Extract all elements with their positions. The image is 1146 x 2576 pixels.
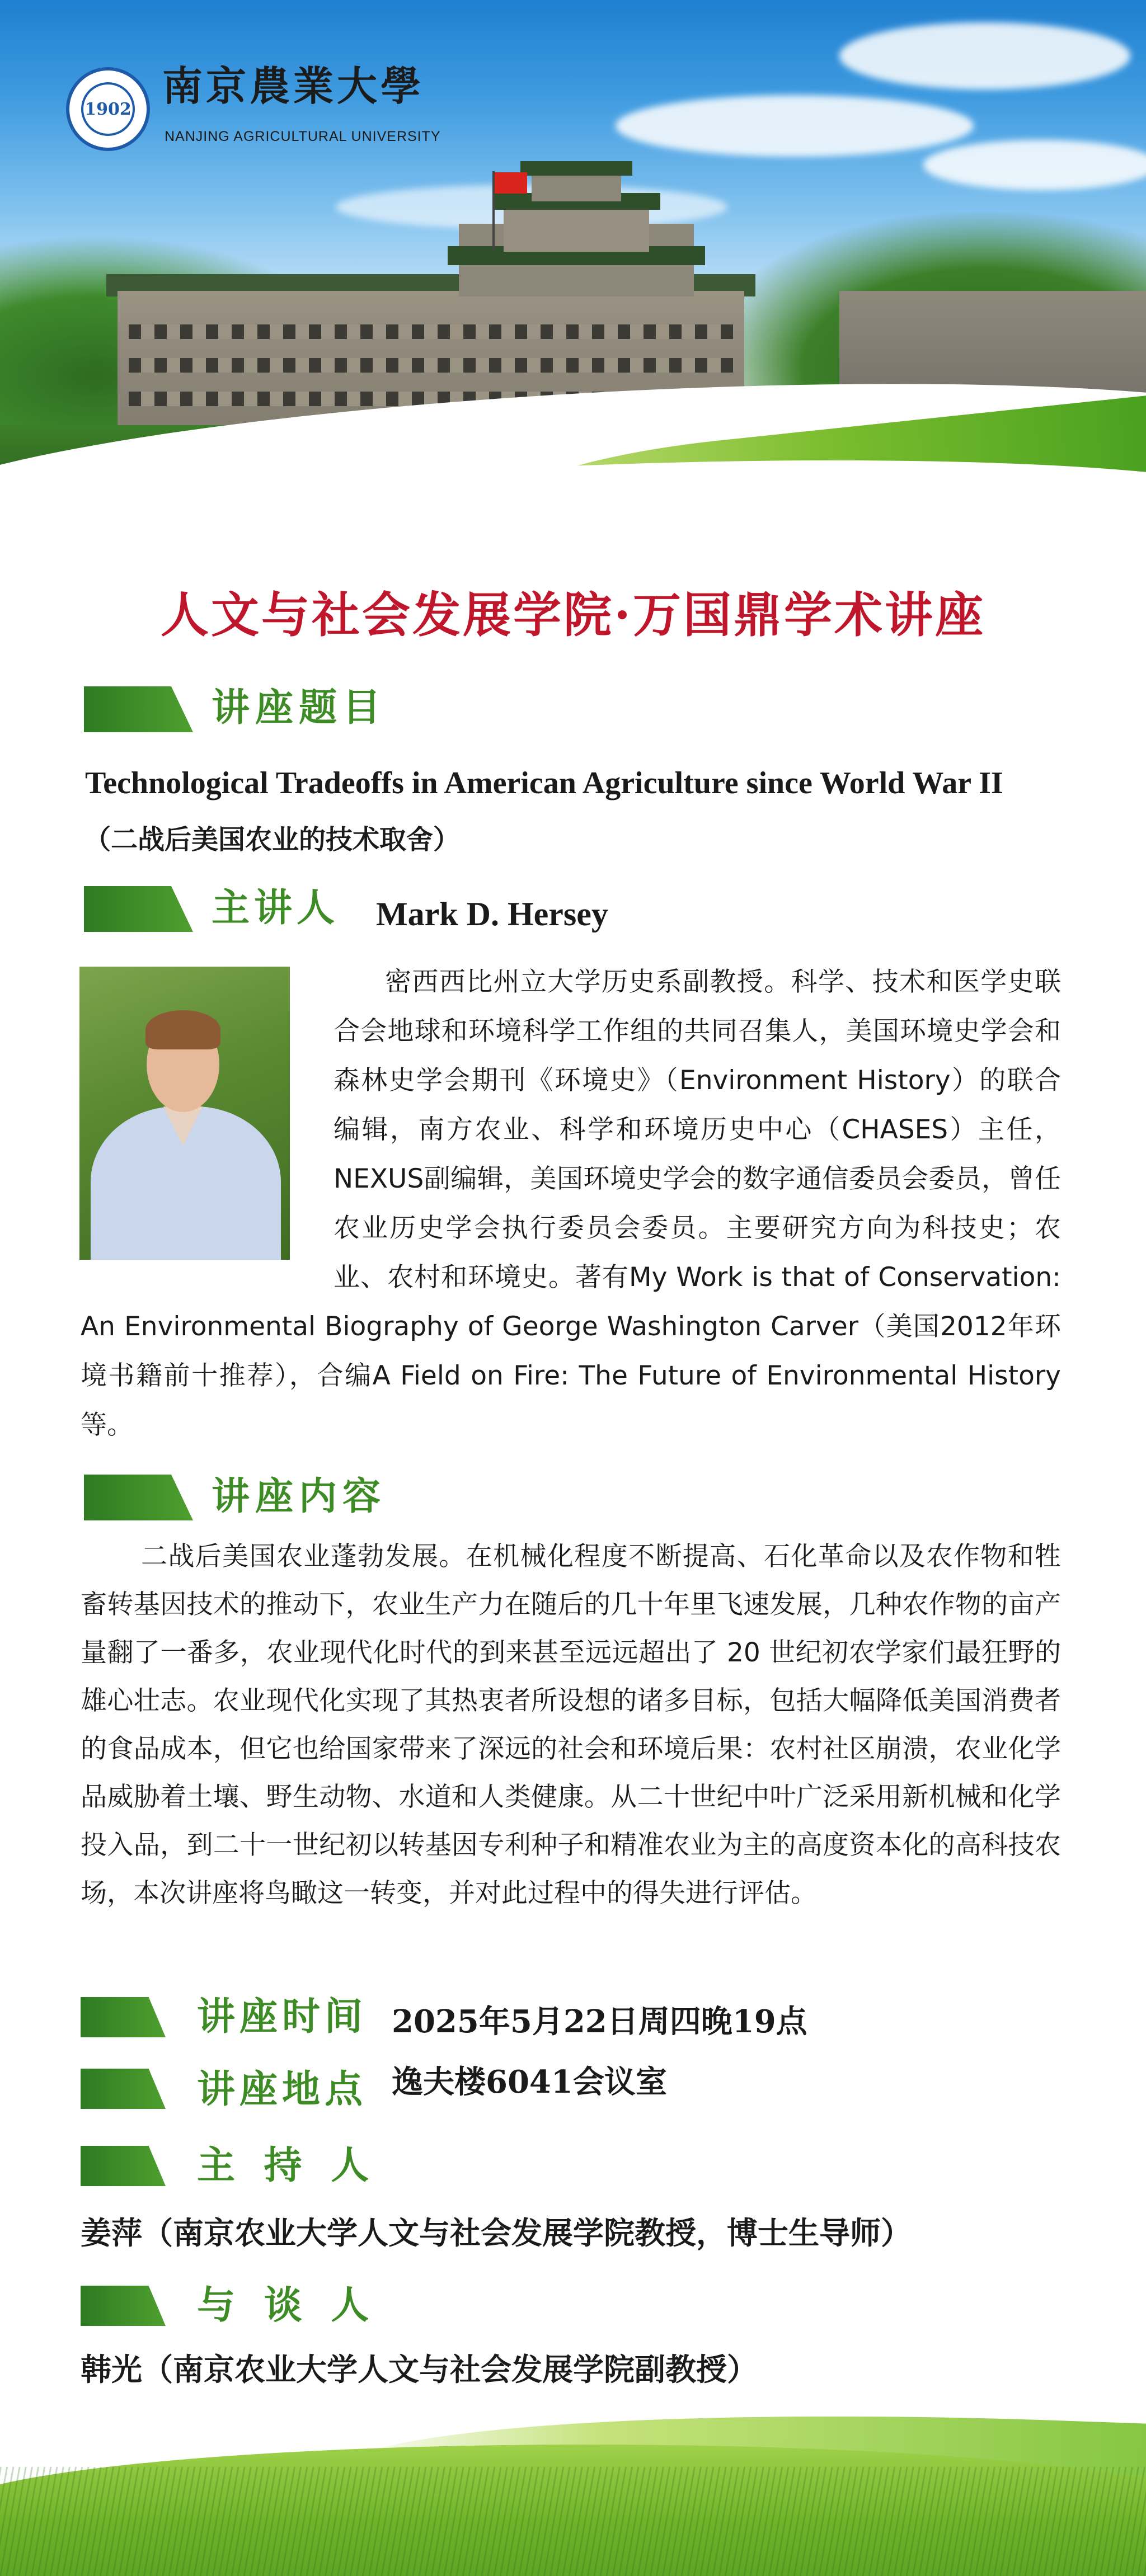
window-row [129, 358, 733, 373]
section-bar-topic [84, 686, 193, 732]
section-heading-discussant: 与 谈 人 [197, 2283, 377, 2328]
section-bar-venue [81, 2069, 166, 2109]
logo-emblem: 1902 [81, 82, 135, 136]
lecture-content: 二战后美国农业蓬勃发展。在机械化程度不断提高、石化革命以及农作物和牲畜转基因技术的推动下，农业生产力在随后的几十年里飞速发展，几种农作物的亩产量翻了一番多，农业现代化时代的到来甚至远远超出了 20 世纪初农学家们最狂野的雄心壮志。农业现代化实现了其热衷者所设想的诸多目标，包括大幅降低美国消费者的食品成本，但它也给国家带来了深远的社会和环境后果：农村社区崩溃，农业化学品威胁着土壤、野生动物、水道和人类健康。从二十世纪中叶广泛采用新机械和化学投入品，到二十一世纪初以转基因专利种子和精准农业为主的高度资本化的高科技农场，本次讲座将鸟瞰这一转变，并对此过程中的得失进行评估。 [81, 1541, 1061, 1909]
lecture-venue: 逸夫楼6041会议室 [392, 2064, 667, 2101]
section-heading-host: 主 持 人 [197, 2144, 377, 2188]
section-heading-topic: 讲座题目 [212, 686, 387, 730]
section-heading-time: 讲座时间 [197, 1995, 368, 2039]
section-heading-content: 讲座内容 [212, 1475, 387, 1519]
university-logo-icon [66, 67, 150, 151]
section-bar-speaker [84, 886, 193, 932]
section-bar-host [81, 2146, 166, 2186]
host-info: 姜萍（南京农业大学人文与社会发展学院教授，博士生导师） [81, 2215, 912, 2251]
speaker-bio [81, 958, 1061, 1450]
flag-icon [495, 172, 527, 194]
cloud [616, 95, 974, 157]
grass-texture [0, 2467, 1146, 2576]
photo-spacer [81, 958, 334, 1254]
header-banner [0, 0, 1146, 537]
section-bar-content [84, 1475, 193, 1520]
section-bar-time [81, 1997, 166, 2037]
section-bar-discussant [81, 2286, 166, 2326]
tower-roof [520, 161, 632, 176]
footer-grass [0, 2400, 1146, 2576]
speaker-name: Mark D. Hersey [376, 896, 608, 933]
cloud [923, 140, 1146, 190]
topic-title-cn: （二战后美国农业的技术取舍） [84, 824, 461, 855]
discussant-info: 韩光（南京农业大学人文与社会发展学院副教授） [81, 2352, 758, 2387]
section-heading-venue: 讲座地点 [197, 2068, 368, 2112]
speaker-bio-text: 密西西比州立大学历史系副教授。科学、技术和医学史联合会地球和环境科学工作组的共同召集人，美国环境史学会和森林史学会期刊《环境史》（Environment History）的联合编辑，南方农业、科学和环境历史中心（CHASES）主任，NEXUS副编辑，美国环境史学会的数字通信委员会委员，曾任农业历史学会执行委员会委员。主要研究方向为科技史；农业、农村和环境史。著有My Work is that of Conservation: An Environmental Biography of George Washington Carver（美国2012年环境书籍前十推荐），合编A Field on Fire: The Future of Environmental History等。 [81, 967, 1061, 1440]
window-row [129, 324, 733, 339]
topic-title-en: Technological Tradeoffs in American Agriculture since World War II [85, 766, 1003, 800]
lecture-time: 2025年5月22日周四晚19点 [392, 2003, 807, 2040]
cloud [839, 22, 1130, 90]
section-heading-speaker: 主讲人 [212, 886, 340, 930]
university-name-en: NANJING AGRICULTURAL UNIVERSITY [165, 129, 441, 144]
page-title: 人文与社会发展学院·万国鼎学术讲座 [161, 587, 985, 643]
university-name-cn: 南京農業大學 [162, 62, 425, 110]
